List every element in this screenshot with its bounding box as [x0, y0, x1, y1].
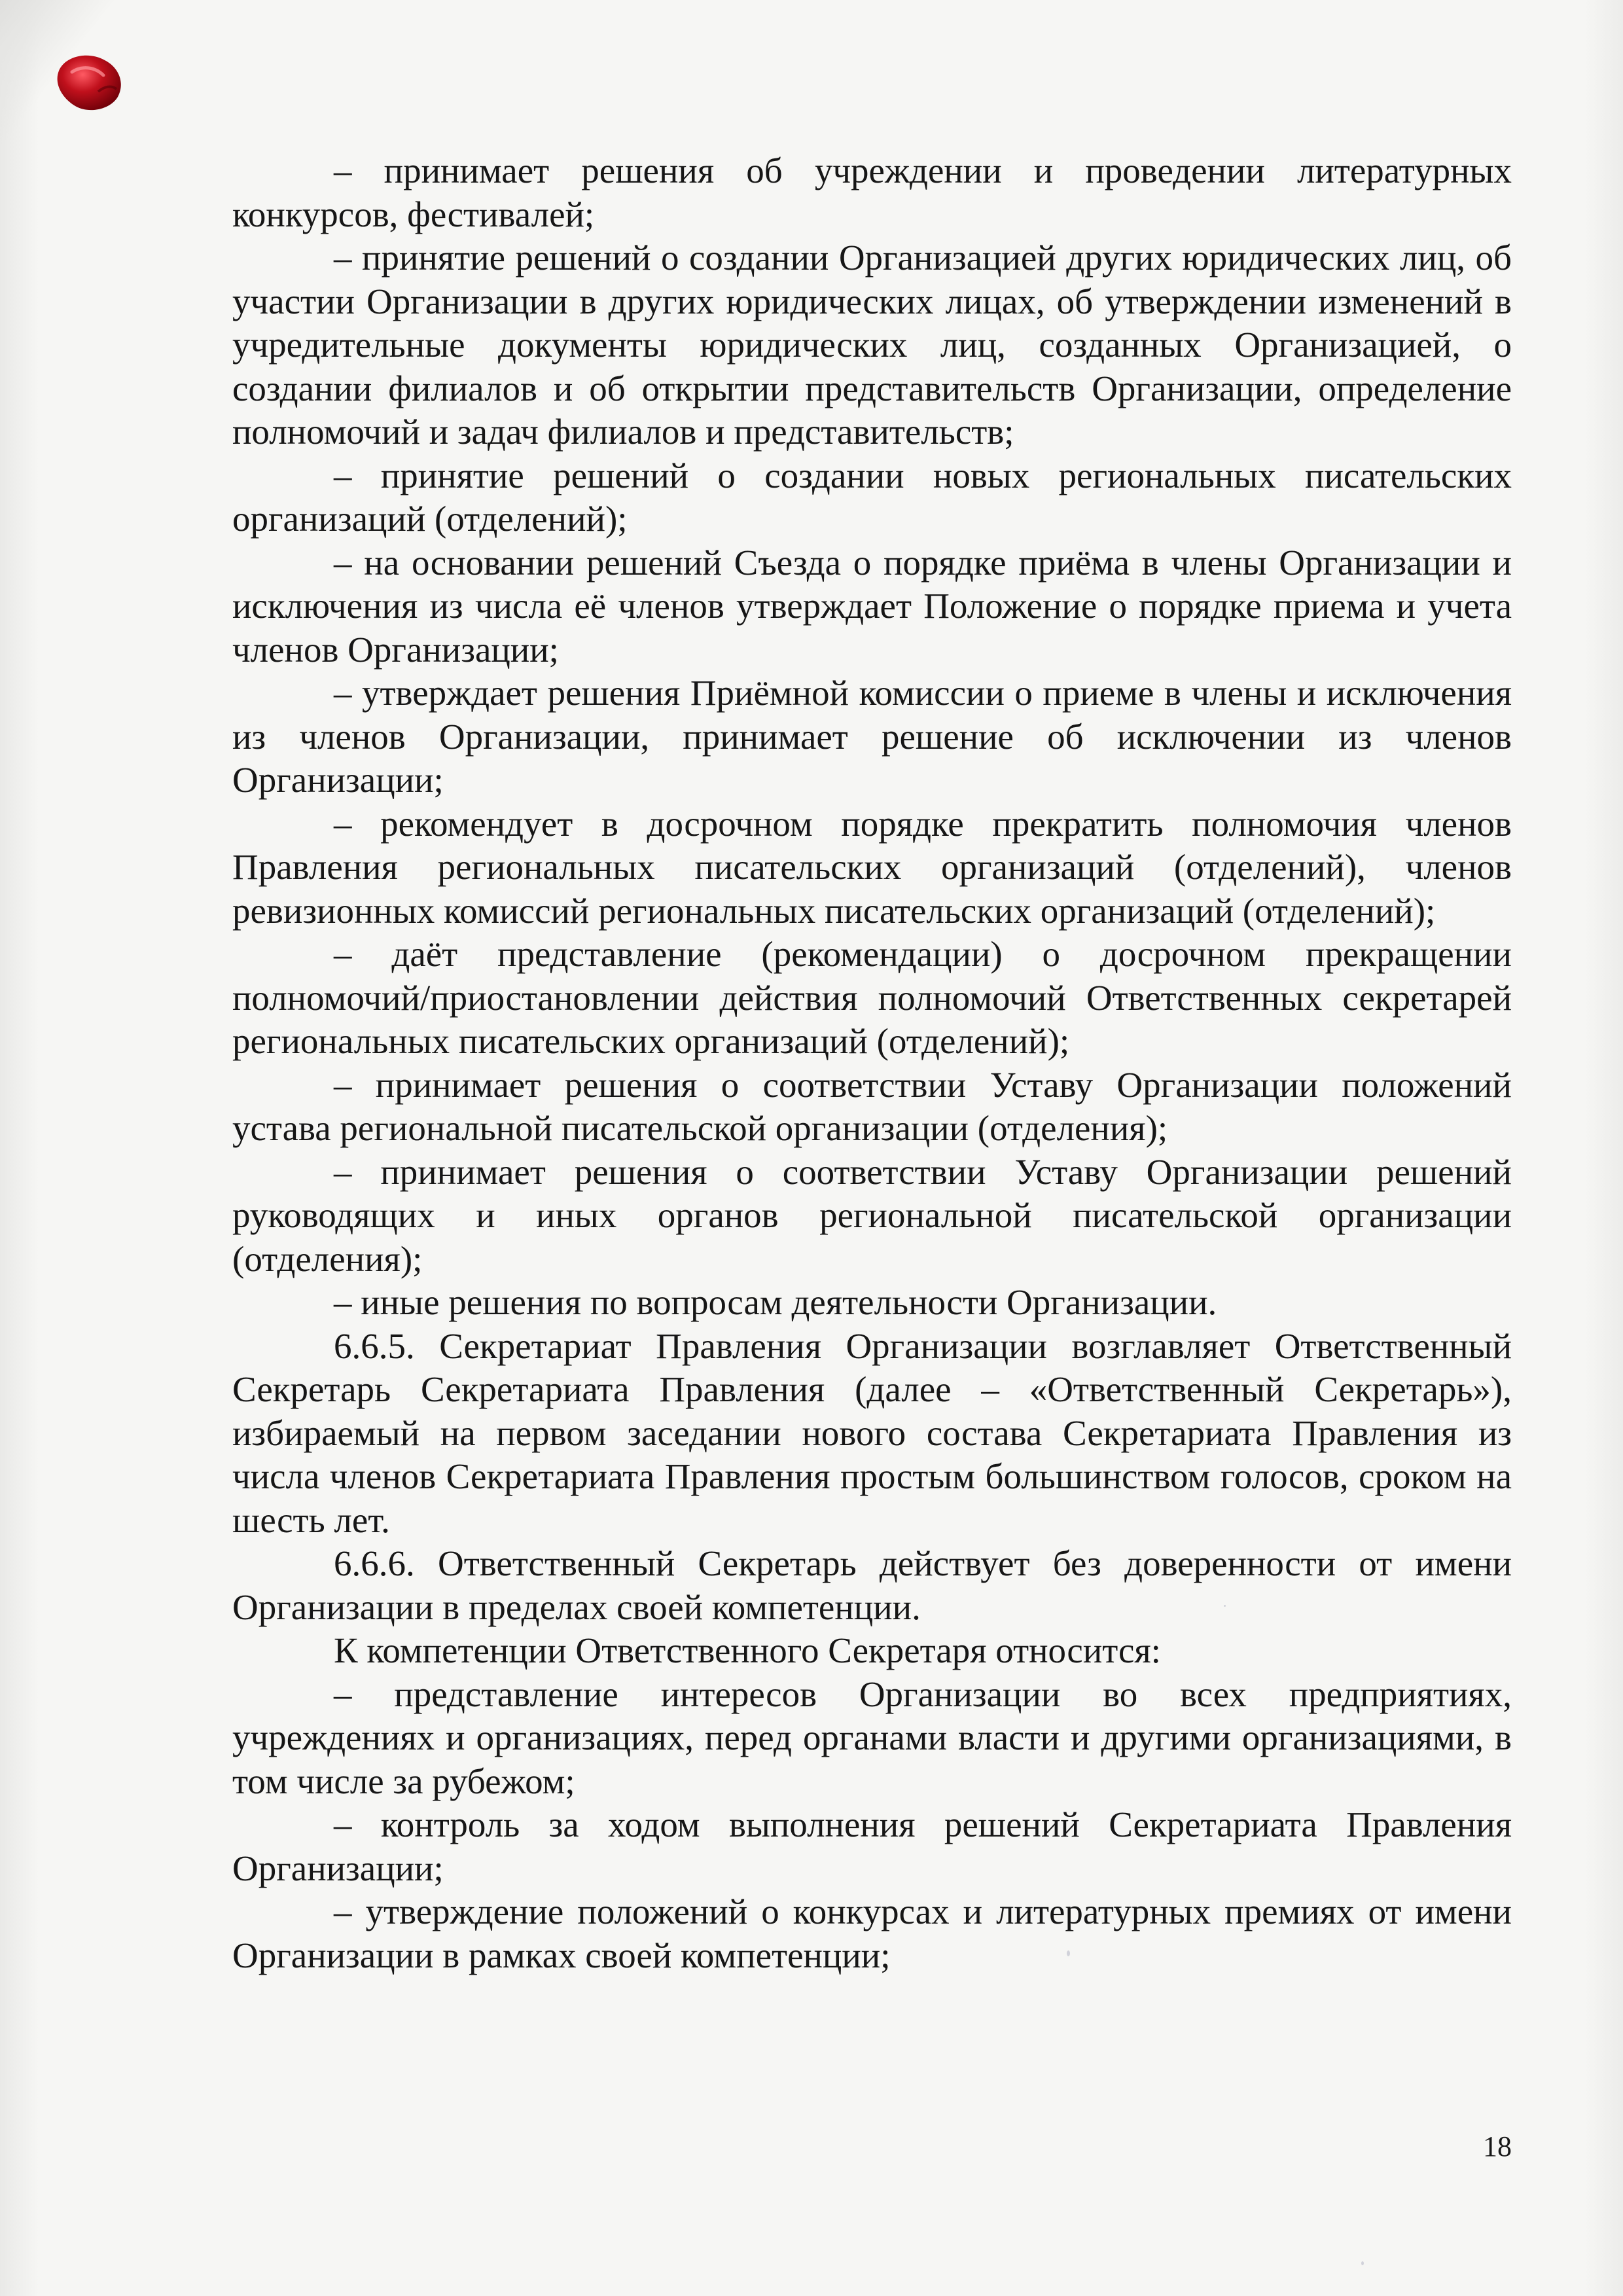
paragraph: 6.6.5. Секретариат Правления Организации возглавляет Ответственный Секретарь Секретариата Правления (далее – «Ответственный Секретарь»), избираемый на первом заседании нового состава Секретариата Правления из числа членов Секретариата Правления простым большинством голосов, сроком на шесть лет. [232, 1325, 1512, 1540]
paragraph: – утверждение положений о конкурсах и литературных премиях от имени Организации в рамках своей компетенции; [232, 1892, 1512, 1975]
red-wax-seal-icon [52, 46, 131, 118]
paragraph: – принимает решения об учреждении и проведении литературных конкурсов, фестивалей; [232, 151, 1512, 234]
paragraph: – принятие решений о создании Организацией других юридических лиц, об участии Организации в других юридических лицах, об утверждении изменений в учредительные документы юридических лиц, созданных Организацией, о создании филиалов и об открытии представительств Организации, определение полномочий и задач филиалов и представительств; [232, 238, 1512, 452]
paragraph: – принимает решения о соответствии Уставу Организации решений руководящих и иных органов региональной писательской организации (отделения); [232, 1151, 1512, 1279]
stapled-corner [0, 0, 170, 183]
scan-speck [1067, 1950, 1070, 1956]
paragraph: – иные решения по вопросам деятельности Организации. [334, 1282, 1217, 1322]
paragraph: – рекомендует в досрочном порядке прекратить полномочия членов Правления региональных писательских организаций (отделений), членов ревизионных комиссий региональных писательских организаций (отделений); [232, 803, 1512, 931]
paragraph: – принятие решений о создании новых региональных писательских организаций (отделений); [232, 455, 1512, 539]
page-number: 18 [1483, 2130, 1512, 2162]
scan-speck [1224, 1605, 1226, 1607]
scan-speck [1361, 2261, 1364, 2265]
paragraph: К компетенции Ответственного Секретаря относится: [334, 1630, 1161, 1670]
paragraph: – даёт представление (рекомендации) о досрочном прекращении полномочий/приостановлении действия полномочий Ответственных секретарей региональных писательских организаций (отделений); [232, 934, 1512, 1061]
paragraph: 6.6.6. Ответственный Секретарь действует без доверенности от имени Организации в пределах своей компетенции. [232, 1543, 1512, 1627]
paragraph: – на основании решений Съезда о порядке приёма в члены Организации и исключения из числа её членов утверждает Положение о порядке приема и учета членов Организации; [232, 542, 1512, 670]
paragraph: – утверждает решения Приёмной комиссии о приеме в члены и исключения из членов Организации, принимает решение об исключении из членов Организации; [232, 673, 1512, 800]
paragraph: – принимает решения о соответствии Уставу Организации положений устава региональной писательской организации (отделения); [232, 1064, 1512, 1148]
document-body [232, 149, 1512, 1977]
paragraph: – контроль за ходом выполнения решений Секретариата Правления Организации; [232, 1804, 1512, 1888]
paragraph: – представление интересов Организации во всех предприятиях, учреждениях и организациях, перед органами власти и другими организациями, в том числе за рубежом; [232, 1674, 1512, 1801]
